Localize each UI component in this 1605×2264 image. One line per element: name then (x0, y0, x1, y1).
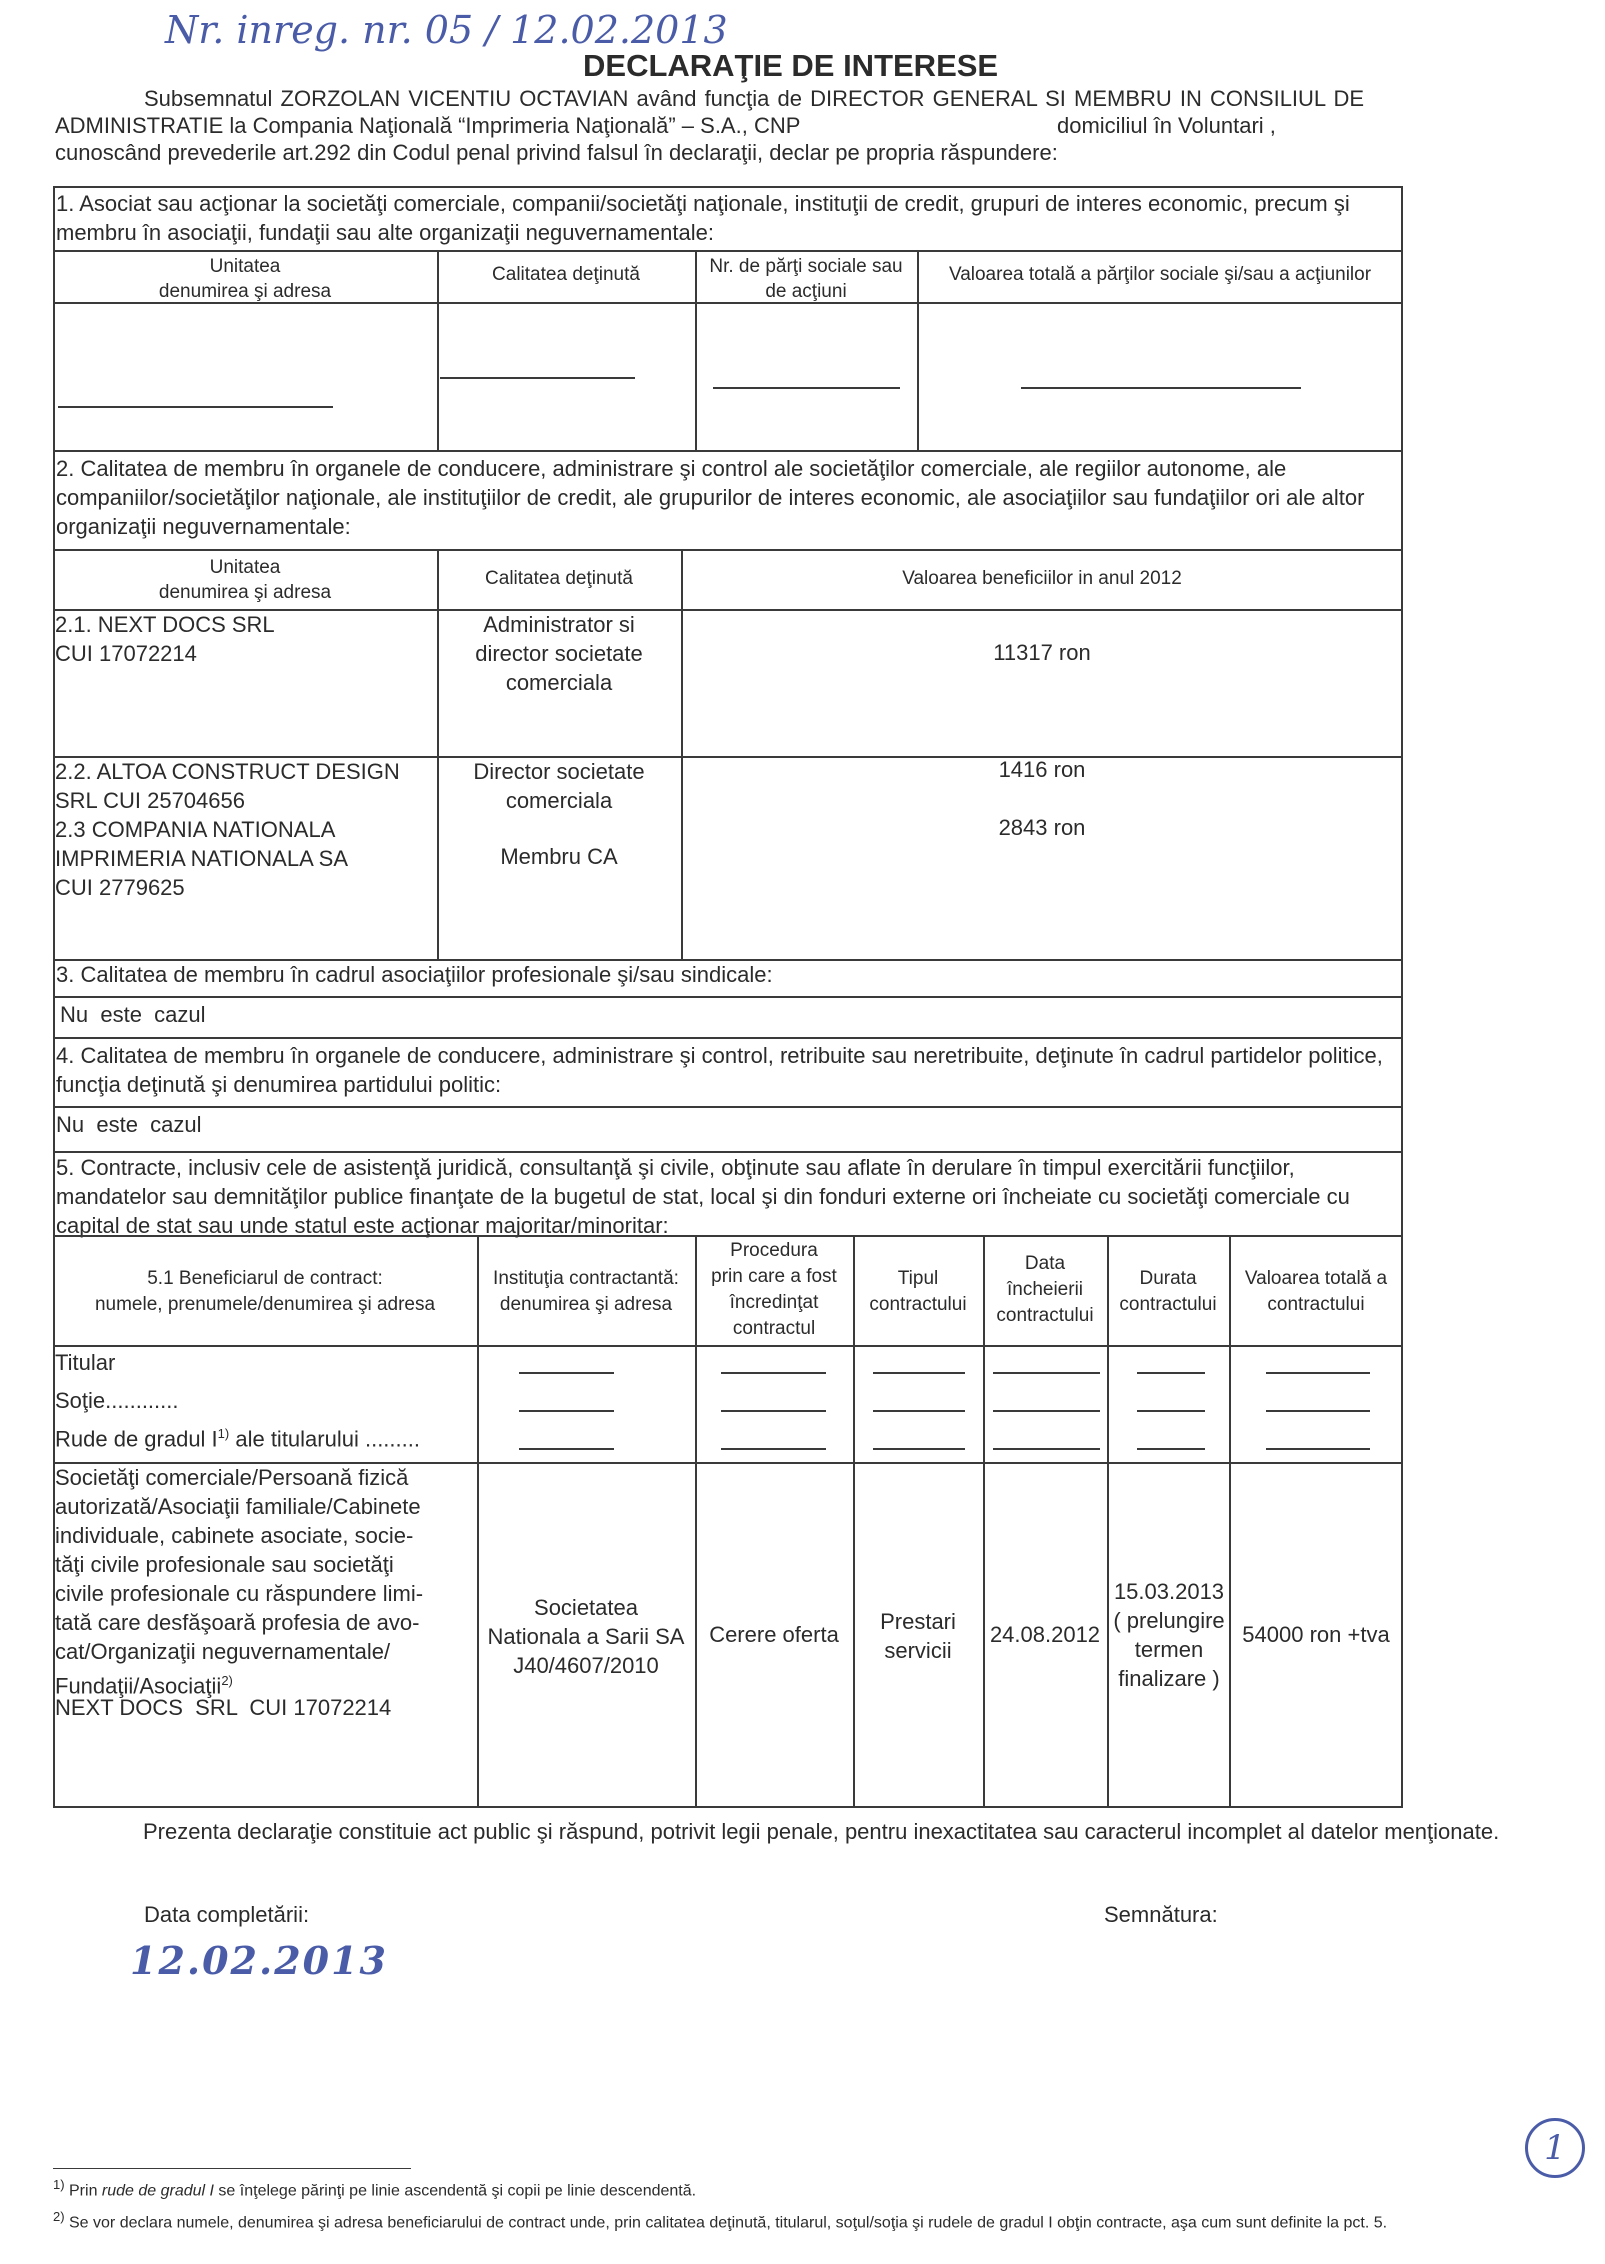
section-1-blank-unit (58, 406, 333, 408)
section-2-row-2-role: Director societate comerciala (473, 759, 645, 813)
section-2-col-unit: Unitatea denumirea şi adresa (158, 557, 332, 603)
section-5-blank-r2-c3 (721, 1410, 826, 1412)
rude-tail: ale titularului ......... (229, 1426, 420, 1452)
section-5-blank-r2-c4 (873, 1410, 965, 1412)
section-5-row-company-institution: Societatea Nationala a Sarii SA J40/4607/2010 (487, 1595, 685, 1678)
intro-line-2-b: domiciliul în Voluntari , (1057, 113, 1276, 138)
footnote-1 (53, 2177, 696, 2200)
section-5-row-company-value: 54000 ron +tva (1242, 1622, 1390, 1647)
handwritten-registration-number: Nr. inreg. nr. 05 / 12.02.2013 (165, 8, 728, 52)
section-5-blank-r1-c5 (993, 1372, 1100, 1374)
footnote-separator (53, 2168, 411, 2169)
section-5-col-value: Valoarea totală a contractului (1244, 1268, 1388, 1315)
section-2-col-value: Valoarea beneficiilor in anul 2012 (902, 568, 1182, 589)
section-5-blank-r2-c2 (519, 1410, 614, 1412)
section-5-blank-r2-c7 (1266, 1410, 1370, 1412)
footnote-2 (53, 2206, 1563, 2233)
section-2-row-2-value: 1416 ron (998, 757, 1086, 782)
section-2-row-2-unit: 2.2. ALTOA CONSTRUCT DESIGN SRL CUI 25704656 (55, 759, 400, 813)
section-5-row-company-procedure: Cerere oferta (709, 1622, 839, 1647)
section-1-col-shares: Nr. de părţi sociale sau de acţiuni (709, 256, 903, 302)
section-5-row-titular-label: Titular (55, 1350, 116, 1375)
section-5-row-company-text (55, 1463, 475, 1700)
section-5-blank-r1-c7 (1266, 1372, 1370, 1374)
section-5-blank-r1-c2 (519, 1372, 614, 1374)
section-5-blank-r3-c7 (1266, 1448, 1370, 1450)
footnote-2-marker: 2) (53, 2209, 65, 2224)
section-2-row-1-unit: 2.1. NEXT DOCS SRL CUI 17072214 (55, 612, 275, 666)
section-4-heading: 4. Calitatea de membru în organele de conducere, administrare şi control, retribuite sau neretribuite, deţinute în cadrul partidelor politice, funcţia deţinută şi denumirea partidului politic: (56, 1043, 1383, 1097)
section-5-blank-r1-c4 (873, 1372, 965, 1374)
rude-text: Rude de gradul I (55, 1426, 218, 1452)
section-5-row-company-type: Prestari servicii (880, 1609, 956, 1663)
section-1-blank-value (1021, 387, 1301, 389)
signature-label: Semnătura: (1104, 1902, 1218, 1927)
section-5-row-rude-label (55, 1426, 420, 1452)
footnote-1-em: rude de gradul I (101, 2182, 214, 2200)
section-5-blank-r2-c6 (1137, 1410, 1205, 1412)
section-5-blank-r3-c4 (873, 1448, 965, 1450)
section-2-row-1-value: 11317 ron (993, 640, 1091, 665)
section-1-blank-role (440, 377, 635, 379)
section-5-blank-r3-c5 (993, 1448, 1100, 1450)
section-2-row-1-role: Administrator si director societate comerciala (475, 612, 643, 695)
section-1-blank-shares (713, 387, 900, 389)
section-5-blank-r3-c3 (721, 1448, 826, 1450)
section-3-value: Nu este cazul (60, 1002, 206, 1027)
section-1-col-value: Valoarea totală a părţilor sociale şi/sau a acţiunilor (948, 264, 1372, 285)
footnote-2-text: Se vor declara numele, denumirea şi adresa beneficiarului de contract unde, prin calitatea deţinută, titularul, soţul/soţia şi rudele de gradul I obţin contracte, aşa cum sunt definite la pct. 5. (64, 2214, 1388, 2232)
section-5-col-beneficiary: 5.1 Beneficiarul de contract: numele, prenumele/denumirea şi adresa (94, 1268, 436, 1315)
footnote-1-b: se înţelege părinţi pe linie ascendentă şi copii pe linie descendentă. (213, 2182, 697, 2200)
section-5-col-procedure: Procedura prin care a fost încredinţat contractul (711, 1240, 837, 1339)
document-title: DECLARAŢIE DE INTERESE (583, 48, 999, 83)
footnote-1-marker: 1) (53, 2177, 65, 2192)
intro-line-2-a: ADMINISTRATIE la Compania Naţională “Imprimeria Naţională” – S.A., CNP (55, 113, 801, 138)
section-5-row-sotie-label: Soţie............ (55, 1388, 179, 1413)
section-1-col-role: Calitatea deţinută (492, 264, 640, 285)
section-5-row-company-name: NEXT DOCS SRL CUI 17072214 (55, 1695, 392, 1720)
section-5-col-institution: Instituţia contractantă: denumirea şi adresa (493, 1268, 679, 1315)
intro-line-1: Subsemnatul ZORZOLAN VICENTIU OCTAVIAN având funcţia de DIRECTOR GENERAL SI MEMBRU IN CONSILIUL DE (144, 86, 1365, 111)
section-5-blank-r3-c2 (519, 1448, 614, 1450)
section-2-row-3-value: 2843 ron (998, 815, 1086, 840)
section-5-blank-r1-c3 (721, 1372, 826, 1374)
page-number-mark: 1 (1525, 2118, 1585, 2178)
footnote-1-a: Prin (64, 2182, 102, 2200)
section-5-blank-r1-c6 (1137, 1372, 1205, 1374)
section-1-col-unit: Unitatea denumirea şi adresa (158, 256, 332, 302)
section-5-heading: 5. Contracte, inclusiv cele de asistenţă juridică, consultanţă şi civile, obţinute sau aflate în derulare în timpul exercitării funcţiilor, mandatelor sau demnităţilor publice finanţate de la bugetul de stat, local şi din fonduri externe ori încheiate cu societăţi comerciale cu capital de stat sau unde statul este acţionar majoritar/minoritar: (56, 1155, 1350, 1238)
section-5-col-type: Tipul contractului (869, 1268, 967, 1315)
section-2-row-3-unit: 2.3 COMPANIA NATIONALA IMPRIMERIA NATIONALA SA CUI 2779625 (55, 817, 348, 900)
completion-date-label: Data completării: (144, 1902, 310, 1927)
section-2-heading: 2. Calitatea de membru în organele de conducere, administrare şi control ale societăţilor comerciale, ale regiilor autonome, ale companiilor/societăţilor naţionale, ale instituţiilor de credit, ale grupurilor de interes economic, ale asociaţiilor sau fundaţiilor ori ale altor organizaţii neguvernamentale: (56, 456, 1365, 539)
completion-date-value: 12.02.2013 (130, 1938, 388, 1983)
section-5-blank-r2-c5 (993, 1410, 1100, 1412)
section-3-heading: 3. Calitatea de membru în cadrul asociaţiilor profesionale şi/sau sindicale: (56, 962, 773, 987)
section-5-col-duration: Durata contractului (1119, 1268, 1217, 1315)
intro-line-3: cunoscând prevederile art.292 din Codul penal privind falsul în declaraţii, declar pe propria răspundere: (55, 140, 1058, 165)
section-5-blank-r3-c6 (1137, 1448, 1205, 1450)
section-5-row-company-date: 24.08.2012 (989, 1622, 1101, 1647)
section-4-value: Nu este cazul (56, 1112, 202, 1137)
section-5-col-date: Data încheierii contractului (996, 1253, 1094, 1326)
company-description: Societăţi comerciale/Persoană fizică autorizată/Asociaţii familiale/Cabinete individuale, cabinete asociate, socie- tăţi civile profesionale sau societăţi civile profesionale cu răspundere limi- tată care desfăşoară profesia de avo- cat/Organizaţii neguvernamentale/ Fundaţii/Asociaţii (55, 1465, 424, 1699)
section-5-row-company-duration: 15.03.2013 ( prelungire termen finalizare ) (1113, 1579, 1225, 1691)
rude-footnote-marker: 1) (217, 1426, 230, 1441)
closing-statement: Prezenta declaraţie constituie act public şi răspund, potrivit legii penale, pentru inexactitatea sau caracterul incomplet al datelor menţionate. (143, 1819, 1500, 1844)
section-2-row-3-role: Membru CA (500, 844, 618, 869)
section-1-heading: 1. Asociat sau acţionar la societăţi comerciale, companii/societăţi naţionale, instituţii de credit, grupuri de interes economic, precum şi membru în asociaţii, fundaţii sau alte organizaţii neguvernamentale: (56, 191, 1350, 245)
section-2-col-role: Calitatea deţinută (485, 568, 633, 589)
company-footnote-marker: 2) (221, 1673, 233, 1688)
